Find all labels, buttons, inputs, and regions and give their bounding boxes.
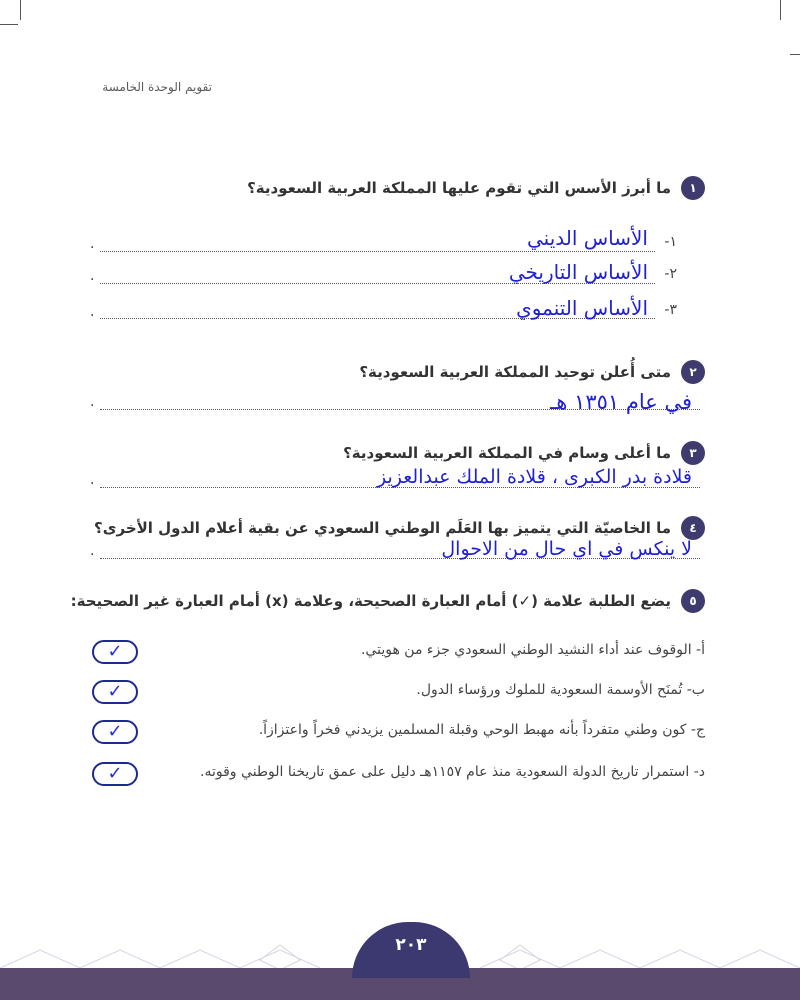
unit-header: تقويم الوحدة الخامسة <box>102 80 212 94</box>
handwritten-answer: الأساس التنموي <box>516 296 648 320</box>
line-number: ٣- <box>664 302 677 318</box>
answer-line <box>100 251 655 252</box>
line-number: ٢- <box>664 266 677 282</box>
handwritten-answer: قلادة بدر الكبرى ، قلادة الملك عبدالعزيز <box>376 466 692 488</box>
question-2 <box>359 360 705 384</box>
answer-oval <box>92 680 138 704</box>
question-3 <box>343 441 705 465</box>
handwritten-answer: في عام ١٣٥١ هـ <box>550 390 692 414</box>
statement-c: ج- كون وطني متفرداً بأنه مهبط الوحي وقبلة المسلمين يزيدني فخراً واعتزازاً. <box>258 722 705 738</box>
question-number-badge: ٥ <box>681 589 705 613</box>
handwritten-answer: لا ينكس في اي حال من الاحوال <box>441 538 692 560</box>
question-number-badge: ١ <box>681 176 705 200</box>
line-end-dot: . <box>90 472 95 488</box>
statement-a: أ- الوقوف عند أداء النشيد الوطني السعودي جزء من هويتي. <box>360 642 705 658</box>
question-text: ما أبرز الأسس التي تقوم عليها المملكة العربية السعودية؟ <box>247 179 671 197</box>
crop-mark <box>20 0 21 20</box>
line-number: ١- <box>664 234 677 250</box>
handwritten-answer: الأساس التاريخي <box>508 260 648 284</box>
check-icon: ✓ <box>107 721 123 742</box>
line-end-dot: . <box>90 268 95 284</box>
question-text: يضع الطلبة علامة (✓) أمام العبارة الصحيحة، وعلامة (x) أمام العبارة غير الصحيحة: <box>70 592 671 610</box>
answer-oval <box>92 640 138 664</box>
crop-mark <box>0 24 18 25</box>
line-end-dot: . <box>90 543 95 559</box>
crop-mark <box>780 0 781 20</box>
check-icon: ✓ <box>107 641 123 662</box>
question-number-badge: ٢ <box>681 360 705 384</box>
question-5 <box>71 589 705 613</box>
question-1 <box>247 176 705 200</box>
question-text: ما الخاصيّة التي يتميز بها العَلَم الوطني السعودي عن بقية أعلام الدول الأخرى؟ <box>94 519 671 537</box>
crop-mark <box>790 54 800 55</box>
question-4 <box>94 516 705 540</box>
handwritten-answer: الأساس الديني <box>526 226 648 250</box>
statement-b: ب- تُمنَح الأوسمة السعودية للملوك ورؤساء الدول. <box>416 682 705 698</box>
line-end-dot: . <box>90 236 95 252</box>
check-icon: ✓ <box>107 763 123 784</box>
line-end-dot: . <box>90 394 95 410</box>
question-number-badge: ٤ <box>681 516 705 540</box>
answer-oval <box>92 720 138 744</box>
statement-d: د- استمرار تاريخ الدولة السعودية منذ عام ١١٥٧هـ دليل على عمق تاريخنا الوطني وقوته. <box>200 764 705 780</box>
question-number-badge: ٣ <box>681 441 705 465</box>
page-number: ٢٠٣ <box>395 935 427 955</box>
question-text: ما أعلى وسام في المملكة العربية السعودية؟ <box>343 444 671 462</box>
answer-oval <box>92 762 138 786</box>
question-text: متى أُعلن توحيد المملكة العربية السعودية؟ <box>359 363 671 381</box>
check-icon: ✓ <box>107 681 123 702</box>
line-end-dot: . <box>90 304 95 320</box>
